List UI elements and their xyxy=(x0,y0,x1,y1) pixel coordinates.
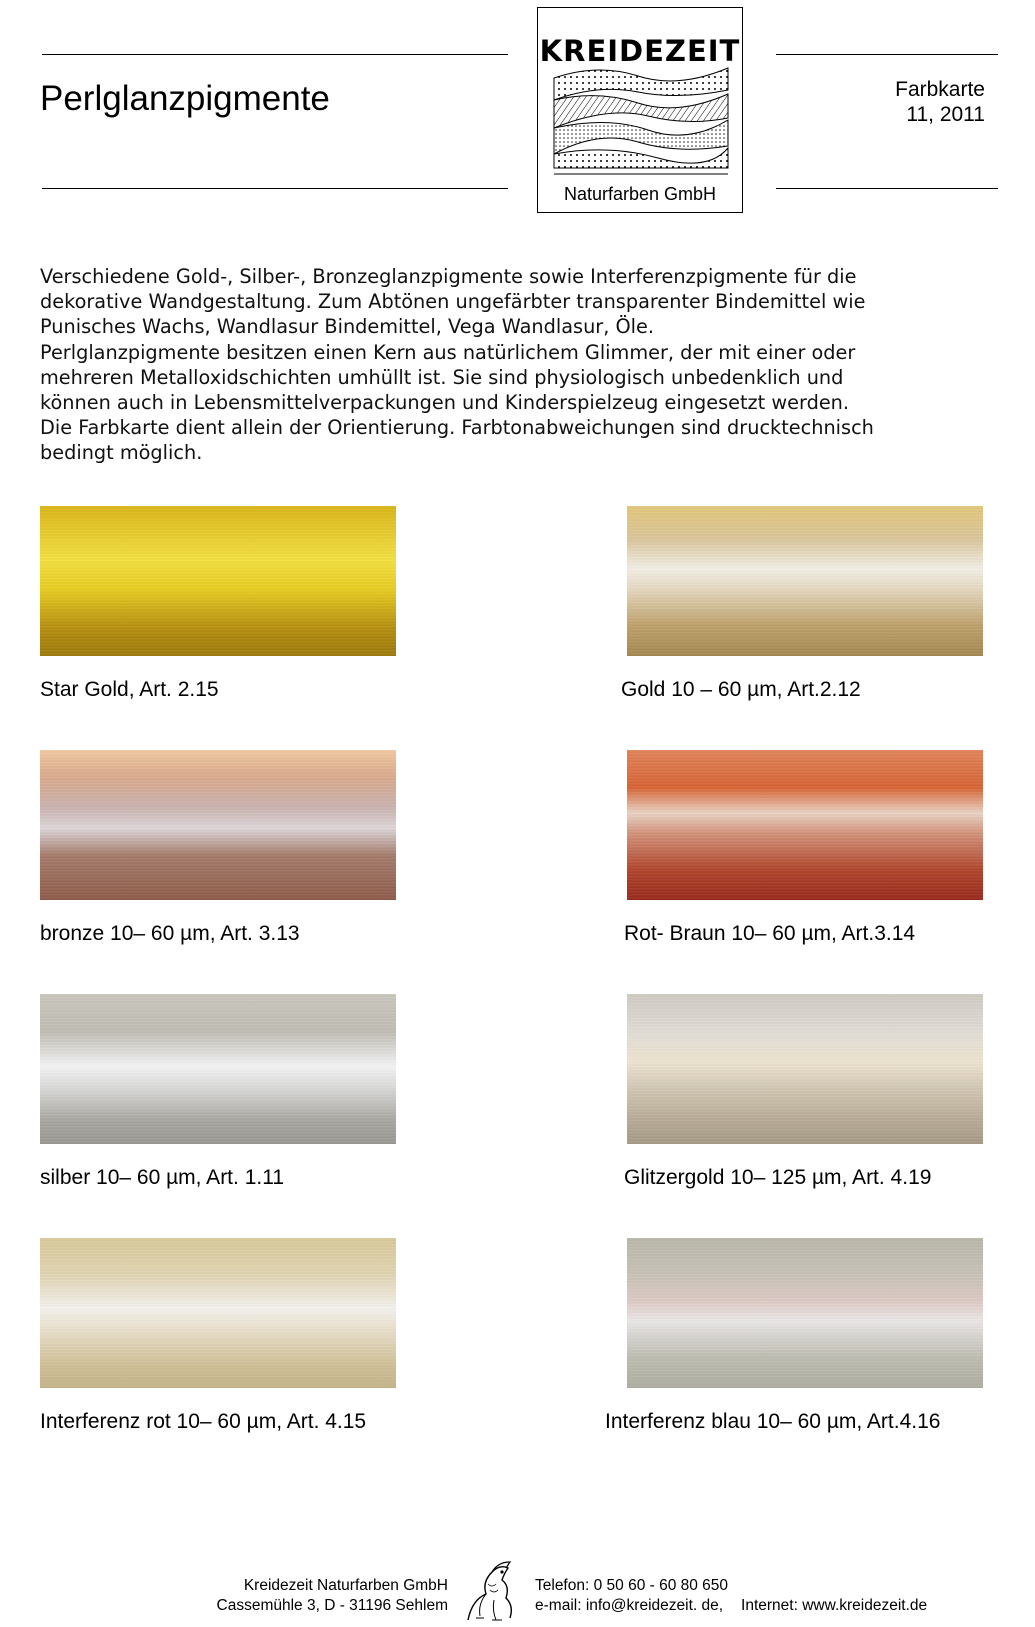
logo-subtitle: Naturfarben GmbH xyxy=(563,184,717,204)
header-rule-top-left xyxy=(42,54,508,55)
description-line: mehreren Metalloxidschichten umhüllt ist. Sie sind physiologisch unbedenklich und xyxy=(40,365,844,389)
swatch-bronze xyxy=(40,750,396,900)
swatch-glitzergold xyxy=(627,994,983,1144)
swatch-silber xyxy=(40,994,396,1144)
description-line: Die Farbkarte dient allein der Orientierung. Farbtonabweichungen sind drucktechnisch xyxy=(40,416,874,440)
document-date: 11, 2011 xyxy=(906,103,985,126)
swatch-rot-braun xyxy=(627,750,983,900)
footer-address: Cassemühle 3, D - 31196 Sehlem xyxy=(216,1597,448,1614)
swatch-label-interferenz-rot: Interferenz rot 10– 60 µm, Art. 4.15 xyxy=(40,1410,367,1433)
header-rule-top-right xyxy=(776,54,998,55)
description-line: bedingt möglich. xyxy=(40,441,203,465)
swatch-star-gold xyxy=(40,506,396,656)
chameleon-mascot-icon xyxy=(458,1560,526,1622)
description-line: Verschiedene Gold-, Silber-, Bronzeglanzpigmente sowie Interferenzpigmente für die xyxy=(40,265,857,288)
description-line: dekorative Wandgestaltung. Zum Abtönen ungefärbter transparenter Bindemittel wie xyxy=(40,290,866,314)
header-rule-bottom-left xyxy=(42,188,508,189)
page-title: Perlglanzpigmente xyxy=(40,79,330,118)
swatch-label-interferenz-blau: Interferenz blau 10– 60 µm, Art.4.16 xyxy=(605,1410,941,1433)
swatch-label-silber: silber 10– 60 µm, Art. 1.11 xyxy=(40,1166,285,1189)
swatch-label-bronze: bronze 10– 60 µm, Art. 3.13 xyxy=(40,922,300,945)
footer-internet-link[interactable]: Internet: www.kreidezeit.de xyxy=(741,1597,928,1614)
description-line: Punisches Wachs, Wandlasur Bindemittel, Vega Wandlasur, Öle. xyxy=(40,315,654,339)
swatch-label-rot-braun: Rot- Braun 10– 60 µm, Art.3.14 xyxy=(624,922,916,945)
footer-contact-block xyxy=(535,1576,927,1616)
document-type: Farbkarte xyxy=(895,78,985,101)
footer-email-link[interactable]: e-mail: info@kreidezeit. de, xyxy=(535,1597,724,1614)
swatch-label-star-gold: Star Gold, Art. 2.15 xyxy=(40,678,219,701)
swatch-interferenz-blau xyxy=(627,1238,983,1388)
footer-company-block xyxy=(190,1576,448,1616)
swatch-label-glitzergold: Glitzergold 10– 125 µm, Art. 4.19 xyxy=(624,1166,932,1189)
logo-wordmark: KREIDEZEIT xyxy=(539,34,741,68)
kreidezeit-logo xyxy=(537,7,743,213)
swatch-interferenz-rot xyxy=(40,1238,396,1388)
document-meta xyxy=(895,77,985,127)
footer-phone: Telefon: 0 50 60 - 60 80 650 xyxy=(535,1577,729,1594)
swatch-gold xyxy=(627,506,983,656)
footer-company: Kreidezeit Naturfarben GmbH xyxy=(243,1577,448,1594)
description-line: Perlglanzpigmente besitzen einen Kern aus natürlichem Glimmer, der mit einer oder xyxy=(40,340,856,364)
description xyxy=(40,264,1000,466)
description-line: können auch in Lebensmittelverpackungen und Kinderspielzeug eingesetzt werden. xyxy=(40,391,850,415)
header-rule-bottom-right xyxy=(776,188,998,189)
swatch-label-gold: Gold 10 – 60 µm, Art.2.12 xyxy=(621,678,861,701)
